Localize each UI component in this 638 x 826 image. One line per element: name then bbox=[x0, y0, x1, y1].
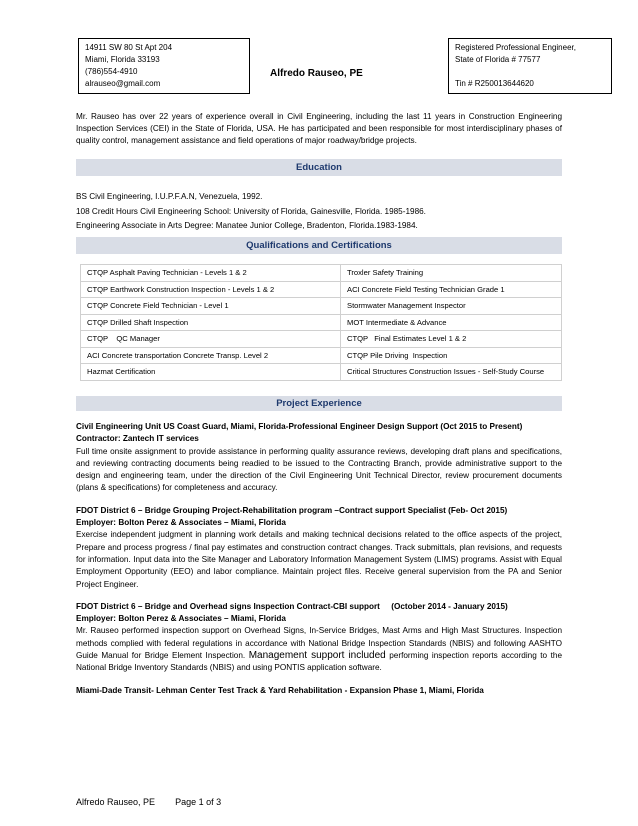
phone-line: (786)554-4910 bbox=[85, 67, 138, 76]
table-cell: ACI Concrete transportation Concrete Transp. Level 2 bbox=[81, 347, 341, 364]
education-list bbox=[76, 190, 566, 234]
project-description bbox=[76, 625, 562, 674]
resume-name: Alfredo Rauseo, PE bbox=[270, 68, 363, 79]
project-employer: Employer: Bolton Perez & Associates – Miami, Florida bbox=[76, 614, 286, 624]
table-cell: CTQP Asphalt Paving Technician - Levels 1 & 2 bbox=[81, 265, 341, 282]
table-row bbox=[81, 314, 562, 331]
table-cell: CTQP Earthwork Construction Inspection - Levels 1 & 2 bbox=[81, 281, 341, 298]
education-item: Engineering Associate in Arts Degree: Manatee Junior College, Bradenton, Florida.1983-1984. bbox=[76, 221, 418, 230]
project-entry bbox=[76, 601, 562, 675]
email-line: alrauseo@gmail.com bbox=[85, 79, 161, 88]
table-row bbox=[81, 281, 562, 298]
description-text: performing inspection reports according to the National Bridge Inventory Standards (NBIS) and using PONTIS application software. bbox=[76, 651, 563, 673]
table-cell: Hazmat Certification bbox=[81, 364, 341, 381]
project-title: FDOT District 6 – Bridge and Overhead signs Inspection Contract-CBI support (October 2014 - January 2015) bbox=[76, 601, 508, 611]
table-row bbox=[81, 347, 562, 364]
project-experience-heading: Project Experience bbox=[76, 396, 562, 411]
project-entry bbox=[76, 685, 562, 697]
city-line: Miami, Florida 33193 bbox=[85, 55, 160, 64]
credential-line: Tin # R250013644620 bbox=[455, 79, 534, 88]
credentials-box bbox=[448, 38, 612, 94]
table-cell: CTQP QC Manager bbox=[81, 331, 341, 348]
project-list bbox=[76, 421, 562, 707]
summary-paragraph: Mr. Rauseo has over 22 years of experience overall in Civil Engineering, including the last 11 years in Construction Engineering Inspection Services (CEI) in the State of Florida, USA. He has participated and been responsible for most interdisciplinary phases of quality control, management assistance and field operations of major roadway/bridge projects. bbox=[76, 112, 562, 145]
description-text: Mr. Rauseo performed inspection support on Overhead Signs, In-Service Bridges, Mast Arms and High Mast Structures. Inspection methods complied with federal regulations in accordance with National Bridge Inspection Standards (NBIS) and following AASHTO Guide Manual for Bridge Element Inspection. bbox=[76, 626, 562, 661]
table-cell: Critical Structures Construction Issues - Self-Study Course bbox=[341, 364, 562, 381]
project-employer: Contractor: Zantech IT services bbox=[76, 434, 199, 444]
qualifications-table bbox=[80, 264, 562, 381]
credential-line: Registered Professional Engineer, bbox=[455, 43, 576, 52]
project-description: Exercise independent judgment in planning work details and making technical decisions related to the office aspects of the project, Prepare and process progress / final pay estimates and construction contract changes. Track submittals, plan revisions, and requests for information. Input data into the Site Manager and Laboratory Information Management System (LIMS) programs. Assist with Equal Employment Opportunity (EEO) and labor compliance. Maintain project files. Receive general supervision from the PA and Senior Project Engineer. bbox=[76, 530, 562, 589]
project-employer: Employer: Bolton Perez & Associates – Miami, Florida bbox=[76, 518, 286, 528]
project-description: Full time onsite assignment to provide assistance in performing quality assurance reviews, developing draft plans and specifications, and reviewing contracting documents being readied to be issued to the Contracting Branch, provide administrative support to the design and engineering team, under the direction of the Civil Engineering Unit Technical Director, review procurement documents (plans & specifications) for completeness and accuracy. bbox=[76, 446, 562, 493]
table-row bbox=[81, 265, 562, 282]
table-cell: CTQP Drilled Shaft Inspection bbox=[81, 314, 341, 331]
qualifications-heading: Qualifications and Certifications bbox=[76, 237, 562, 254]
address-line: 14911 SW 80 St Apt 204 bbox=[85, 43, 173, 52]
credential-line: State of Florida # 77577 bbox=[455, 55, 541, 64]
table-cell: CTQP Pile Driving Inspection bbox=[341, 347, 562, 364]
table-row bbox=[81, 364, 562, 381]
description-emphasis: Management support included bbox=[248, 650, 386, 662]
page-footer bbox=[76, 797, 221, 807]
table-row bbox=[81, 331, 562, 348]
table-cell: CTQP Concrete Field Technician - Level 1 bbox=[81, 298, 341, 315]
footer-name: Alfredo Rauseo, PE bbox=[76, 797, 156, 807]
education-heading: Education bbox=[76, 159, 562, 176]
project-entry bbox=[76, 505, 562, 591]
table-cell: Stormwater Management Inspector bbox=[341, 298, 562, 315]
project-entry bbox=[76, 421, 562, 495]
table-cell: ACI Concrete Field Testing Technician Grade 1 bbox=[341, 281, 562, 298]
project-title: Civil Engineering Unit US Coast Guard, Miami, Florida-Professional Engineer Design Support (Oct 2015 to Present) bbox=[76, 422, 523, 431]
education-item: BS Civil Engineering, I.U.P.F.A.N, Venezuela, 1992. bbox=[76, 192, 263, 201]
table-cell: CTQP Final Estimates Level 1 & 2 bbox=[341, 331, 562, 348]
footer-page-number: Page 1 of 3 bbox=[175, 797, 222, 807]
table-row bbox=[81, 298, 562, 315]
credential-line bbox=[455, 66, 605, 78]
contact-box bbox=[78, 38, 250, 94]
table-cell: MOT Intermediate & Advance bbox=[341, 314, 562, 331]
project-title: FDOT District 6 – Bridge Grouping Project-Rehabilitation program –Contract support Specialist (Feb- Oct 2015) bbox=[76, 505, 508, 515]
project-title: Miami-Dade Transit- Lehman Center Test Track & Yard Rehabilitation - Expansion Phase 1, Miami, Florida bbox=[76, 685, 484, 695]
table-cell: Troxler Safety Training bbox=[341, 265, 562, 282]
education-item: 108 Credit Hours Civil Engineering School: University of Florida, Gainesville, Florida. 1985-1986. bbox=[76, 206, 426, 216]
